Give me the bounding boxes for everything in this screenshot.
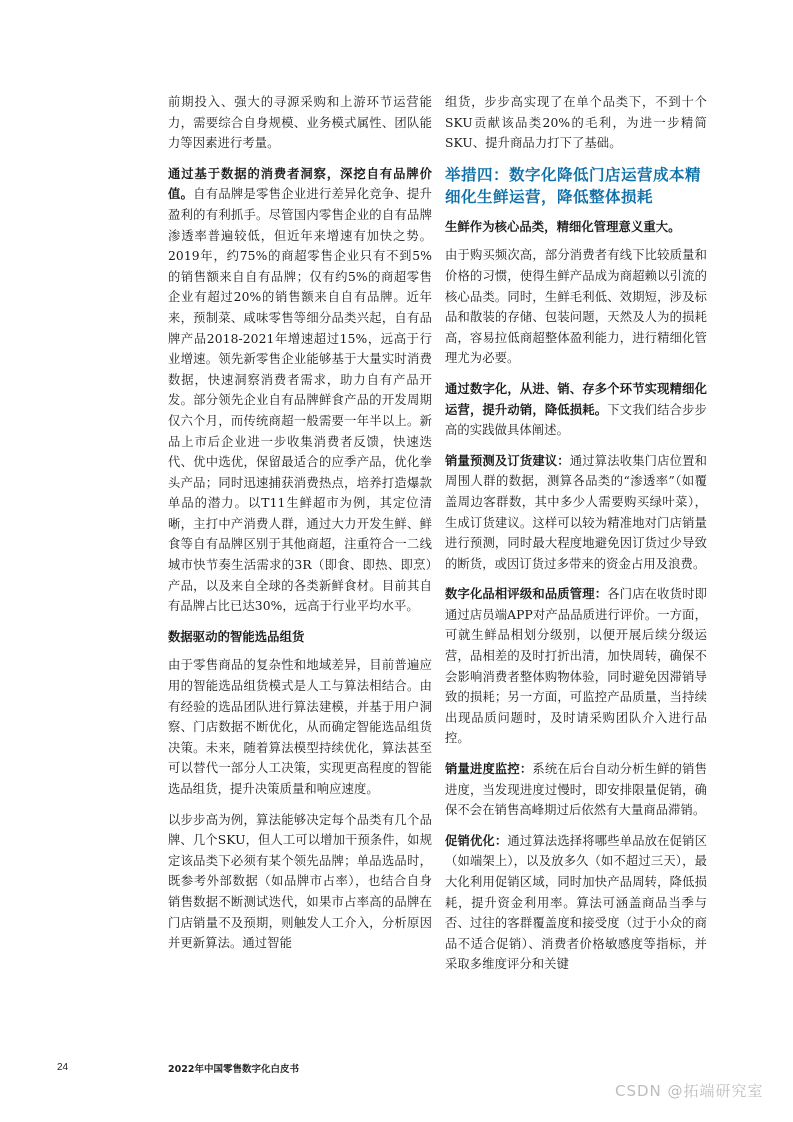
paragraph-smart-assortment: 由于零售商品的复杂性和地域差异，目前普遍应用的智能选品组货模式是人工与算法相结合。由有经验的选品团队进行算法建模，并基于用户洞察、门店数据不断优化，从而确定智能选品组货决策。未来，随着算法模型持续优化，算法甚至可以替代一部分人工决策，实现更高程度的智能选品组货，提升决策质量和响应速度。 (168, 658, 432, 796)
promotion-lead: 促销优化： (445, 832, 508, 848)
quality-rating-lead: 数字化品相评级和品质管理： (445, 586, 608, 602)
paragraph-fresh-core: 由于购买频次高，部分消费者有线下比较质量和价格的习惯，使得生鲜产品成为商超赖以引流的核心品类。同时，生鲜毛利低、效期短，涉及标品和散装的存储、包装问题，天然及人为的损耗高，容易拉低商超整体盈利能力，进行精细化管理尤为必要。 (445, 248, 707, 366)
paragraph-bubugao-result: 组货，步步高实现了在单个品类下，不到十个SKU贡献该品类20%的毛利，为进一步精简SKU、提升商品力打下了基础。 (445, 95, 707, 151)
watermark: CSDN @拓端研究室 (615, 1082, 764, 1100)
left-column (168, 92, 432, 964)
sales-forecast-text: 通过算法收集门店位置和周围人群的数据，测算各品类的“渗透率”（如覆盖周边客群数，其中多少人需要购买绿叶菜），生成订货建议。这样可以较为精准地对门店销量进行预测，同时最大程度地避免因订货过少导致的断货，或因订货过多带来的资金占用及浪费。 (445, 453, 707, 571)
section-heading-measure-four: 举措四：数字化降低门店运营成本精细化生鲜运营，降低整体损耗 (445, 164, 702, 206)
digitalization-lead: 通过数字化，从进、销、存多个环节实现精细化运营，提升动销，降低损耗。 (445, 380, 707, 417)
promotion-text: 通过算法选择将哪些单品放在促销区（如端架上），以及放多久（如不超过三天），最大化利用促销区域，同时加快产品周转，降低损耗，提升资金利用率。算法可涵盖商品当季与否、过往的客群覆盖度和接受度（过于小众的商品不适合促销）、消费者价格敏感度等指标，并采取多维度评分和关键 (445, 833, 707, 972)
paragraph-sales-progress (445, 759, 707, 821)
paragraph-private-label (168, 164, 432, 617)
footer-title: 2022年中国零售数字化白皮书 (168, 1064, 299, 1075)
quality-rating-text: 各门店在收货时即通过店员端APP对产品品质进行评价。一方面，可就生鲜品相划分级别，以便开展后续分级运营，品相差的及时打折出清，加快周转，确保不会影响消费者整体购物体验，同时避免因滞销导致的损耗；另一方面，可监控产品质量，当持续出现品质问题时，及时请采购团队介入进行品控。 (445, 587, 707, 746)
private-label-text: 自有品牌是零售企业进行差异化竞争、提升盈利的有利抓手。尽管国内零售企业的自有品牌渗透率普遍较低，但近年来增速有加快之势。2019年，约75%的商超零售企业只有不到5%的销售额来自自有品牌；仅有约5%的商超零售企业有超过20%的销售额来自自有品牌。近年来，预制菜、咸味零售等细分品类兴起，自有品牌产品2018-2021年增速超过15%，远高于行业增速。领先新零售企业能够基于大量实时消费数据，快速洞察消费者需求，助力自有产品开发。部分领先企业自有品牌鲜食产品的开发周期仅六个月，而传统商超一般需要一年半以上。新品上市后企业进一步收集消费者反馈，快速迭代、优中选优，保留最适合的应季产品，优化拳头产品；同时迅速捕获消费热点，培养打造爆款单品的潜力。以T11生鲜超市为例，其定位清晰，主打中产消费人群，通过大力开发生鲜、鲜食等自有品牌区别于其他商超，注重符合一二线城市快节奏生活需求的3R（即食、即热、即烹）产品，以及来自全球的各类新鲜食材。目前其自有品牌占比已达30%，远高于行业平均水平。 (168, 187, 433, 614)
paragraph-investment: 前期投入、强大的寻源采购和上游环节运营能力，需要综合自身规模、业务模式属性、团队能力等因素进行考量。 (168, 95, 432, 151)
page-number: 24 (57, 1062, 69, 1073)
digitalization-text: 下文我们结合步步高的实践做具体阐述。 (445, 402, 707, 438)
sales-progress-lead: 销量进度监控： (445, 761, 533, 777)
subheading-fresh-core: 生鲜作为核心品类，精细化管理意义重大。 (445, 218, 681, 234)
paragraph-sales-forecast (445, 451, 707, 575)
sales-progress-text: 系统在后台自动分析生鲜的销售进度，当发现进度过慢时，即安排限量促销，确保不会在销售高峰期过后依然有大量商品滞销。 (445, 762, 707, 818)
paragraph-promotion (445, 831, 707, 975)
paragraph-quality-rating (445, 584, 707, 749)
private-label-lead: 通过基于数据的消费者洞察，深挖自有品牌价值。 (168, 165, 432, 202)
subheading-smart-assortment: 数据驱动的智能选品组货 (168, 628, 305, 644)
right-column (445, 92, 707, 985)
paragraph-digitalization (445, 379, 707, 441)
paragraph-bubugao-example: 以步步高为例，算法能够决定每个品类有几个品牌、几个SKU，但人工可以增加干预条件，如规定该品类下必须有某个领先品牌；单品选品时，既参考外部数据（如品牌市占率），也结合自身销售数据不断测试迭代，如果市占率高的品牌在门店销量不及预期，则触发人工介入，分析原因并更新算法。通过智能 (168, 812, 432, 951)
sales-forecast-lead: 销量预测及订货建议： (445, 452, 570, 468)
